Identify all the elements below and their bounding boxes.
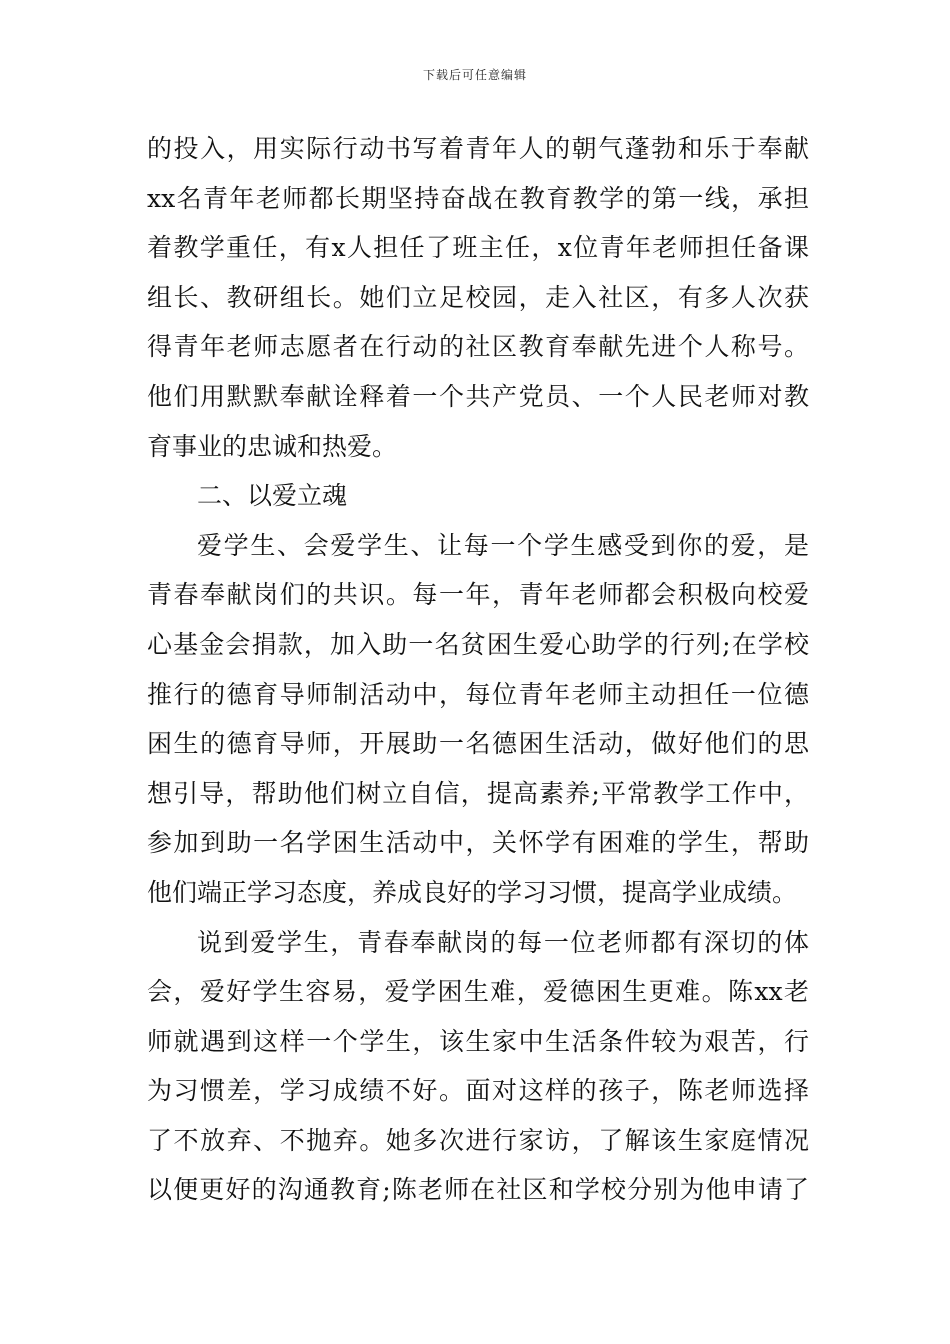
text-line: 会，爱好学生容易，爱学困生难，爱德困生更难。陈xx老 — [147, 977, 809, 1007]
text-line: 说到爱学生，青春奉献岗的每一位老师都有深切的体 — [197, 927, 809, 957]
text-line: 了不放弃、不抛弃。她多次进行家访，了解该生家庭情况 — [147, 1125, 809, 1155]
text-line: 推行的德育导师制活动中，每位青年老师主动担任一位德 — [147, 679, 809, 709]
text-line: 育事业的忠诚和热爱。 — [147, 431, 398, 461]
text-line: 心基金会捐款，加入助一名贫困生爱心助学的行列;在学校 — [147, 629, 809, 659]
text-line: 青春奉献岗们的共识。每一年，青年老师都会积极向校爱 — [147, 580, 809, 610]
text-line: 困生的德育导师，开展助一名德困生活动，做好他们的思 — [147, 729, 809, 759]
text-line: 的投入，用实际行动书写着青年人的朝气蓬勃和乐于奉献 — [147, 134, 809, 163]
text-line: xx名青年老师都长期坚持奋战在教育教学的第一线，承担 — [147, 183, 809, 213]
page-header: 下载后可任意编辑 — [422, 68, 527, 82]
text-line: 爱学生、会爱学生、让每一个学生感受到你的爱，是 — [197, 530, 809, 560]
text-line: 师就遇到这样一个学生，该生家中生活条件较为艰苦，行 — [147, 1026, 809, 1056]
text-line: 组长、教研组长。她们立足校园，走入社区，有多人次获 — [147, 282, 809, 312]
text-line: 着教学重任，有x人担任了班主任，x位青年老师担任备课 — [147, 233, 809, 263]
text-line: 为习惯差，学习成绩不好。面对这样的孩子，陈老师选择 — [147, 1076, 809, 1106]
section-heading: 二、以爱立魂 — [197, 481, 348, 511]
text-line: 他们用默默奉献诠释着一个共产党员、一个人民老师对教 — [147, 381, 809, 411]
text-line: 以便更好的沟通教育;陈老师在社区和学校分别为他申请了 — [147, 1175, 809, 1205]
document-body — [147, 124, 809, 1215]
text-line: 他们端正学习态度，养成良好的学习习惯，提高学业成绩。 — [147, 877, 798, 907]
text-line: 参加到助一名学困生活动中，关怀学有困难的学生，帮助 — [147, 828, 809, 858]
text-line: 想引导，帮助他们树立自信，提高素养;平常教学工作中， — [147, 778, 809, 808]
text-line: 得青年老师志愿者在行动的社区教育奉献先进个人称号。 — [147, 332, 809, 362]
